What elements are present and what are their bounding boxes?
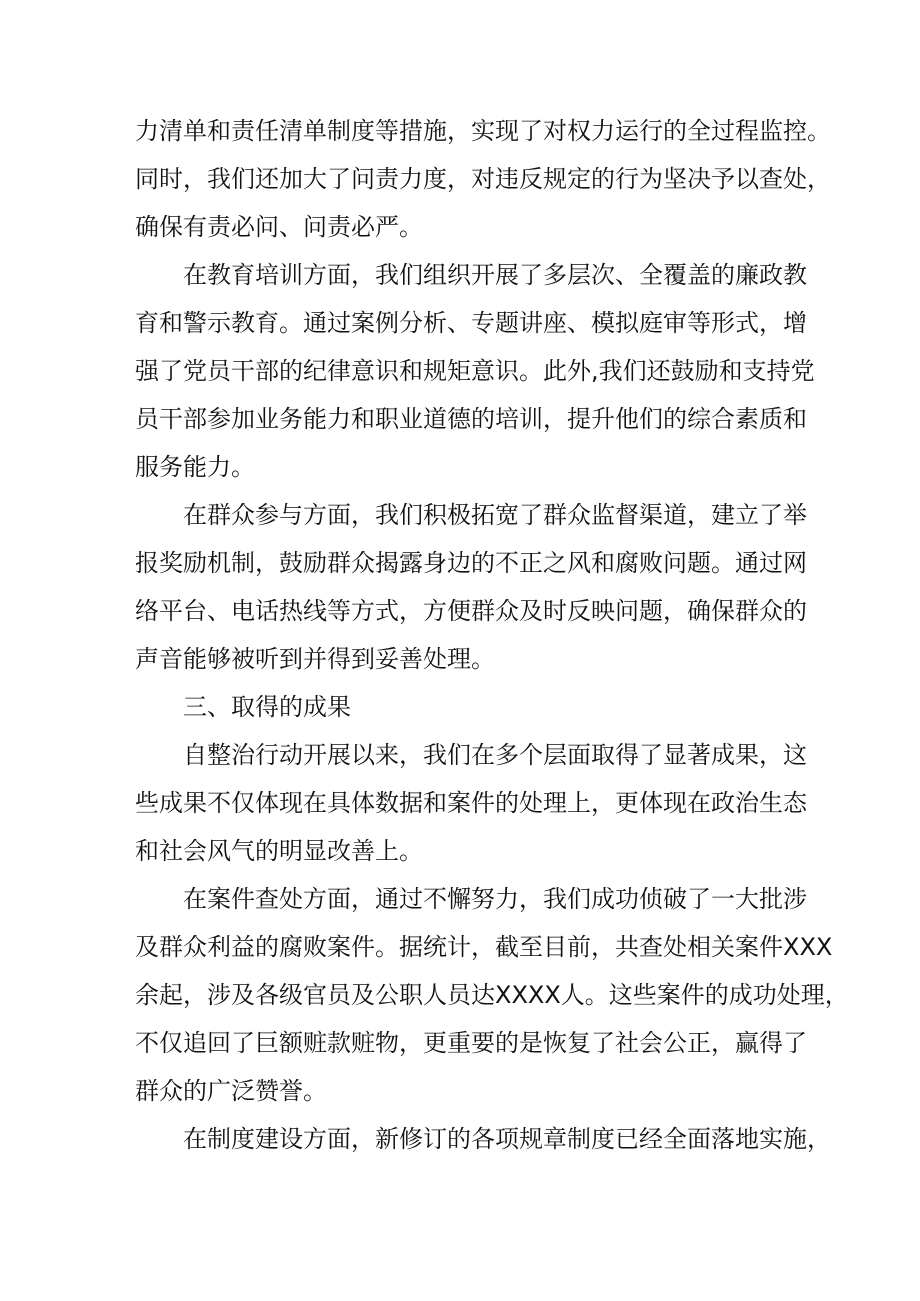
paragraph-start-line: 自整治行动开展以来，我们在多个层面取得了显著成果，这 [183,741,807,769]
text-line: 络平台、电话热线等方式，方便群众及时反映问题，确保群众的 [135,597,807,625]
text-line: 群众的广泛赞誉。 [135,1077,327,1105]
text-line: 不仅追回了巨额赃款赃物，更重要的是恢复了社会公正，赢得了 [135,1029,807,1057]
text-line: 些成果不仅体现在具体数据和案件的处理上，更体现在政治生态 [135,789,807,817]
text-line: 育和警示教育。通过案例分析、专题讲座、模拟庭审等形式，增 [135,309,807,337]
paragraph-start-line: 在制度建设方面，新修订的各项规章制度已经全面落地实施， [183,1125,831,1153]
text-line: 强了党员干部的纪律意识和规矩意识。此外,我们还鼓励和支持党 [135,357,815,385]
section-heading: 三、取得的成果 [183,693,351,721]
paragraph-start-line: 在教育培训方面，我们组织开展了多层次、全覆盖的廉政教 [183,261,807,289]
text-line: 确保有责必问、问责必严。 [135,213,423,241]
text-line: 声音能够被听到并得到妥善处理。 [135,645,495,673]
text-line: 服务能力。 [135,453,255,481]
text-line: 同时，我们还加大了问责力度，对违反规定的行为坚决予以查处， [135,165,831,193]
text-line: 和社会风气的明显改善上。 [135,837,423,865]
text-line: 余起，涉及各级官员及公职人员达XXXX人。这些案件的成功处理， [135,981,849,1009]
text-line: 力清单和责任清单制度等措施，实现了对权力运行的全过程监控。 [135,117,831,145]
paragraph-start-line: 在案件查处方面，通过不懈努力，我们成功侦破了一大批涉 [183,885,807,913]
text-line: 及群众利益的腐败案件。据统计，截至目前，共查处相关案件XXX [135,933,833,961]
text-line: 报奖励机制，鼓励群众揭露身边的不正之风和腐败问题。通过网 [135,549,807,577]
text-line: 员干部参加业务能力和职业道德的培训，提升他们的综合素质和 [135,405,807,433]
paragraph-start-line: 在群众参与方面，我们积极拓宽了群众监督渠道，建立了举 [183,501,807,529]
